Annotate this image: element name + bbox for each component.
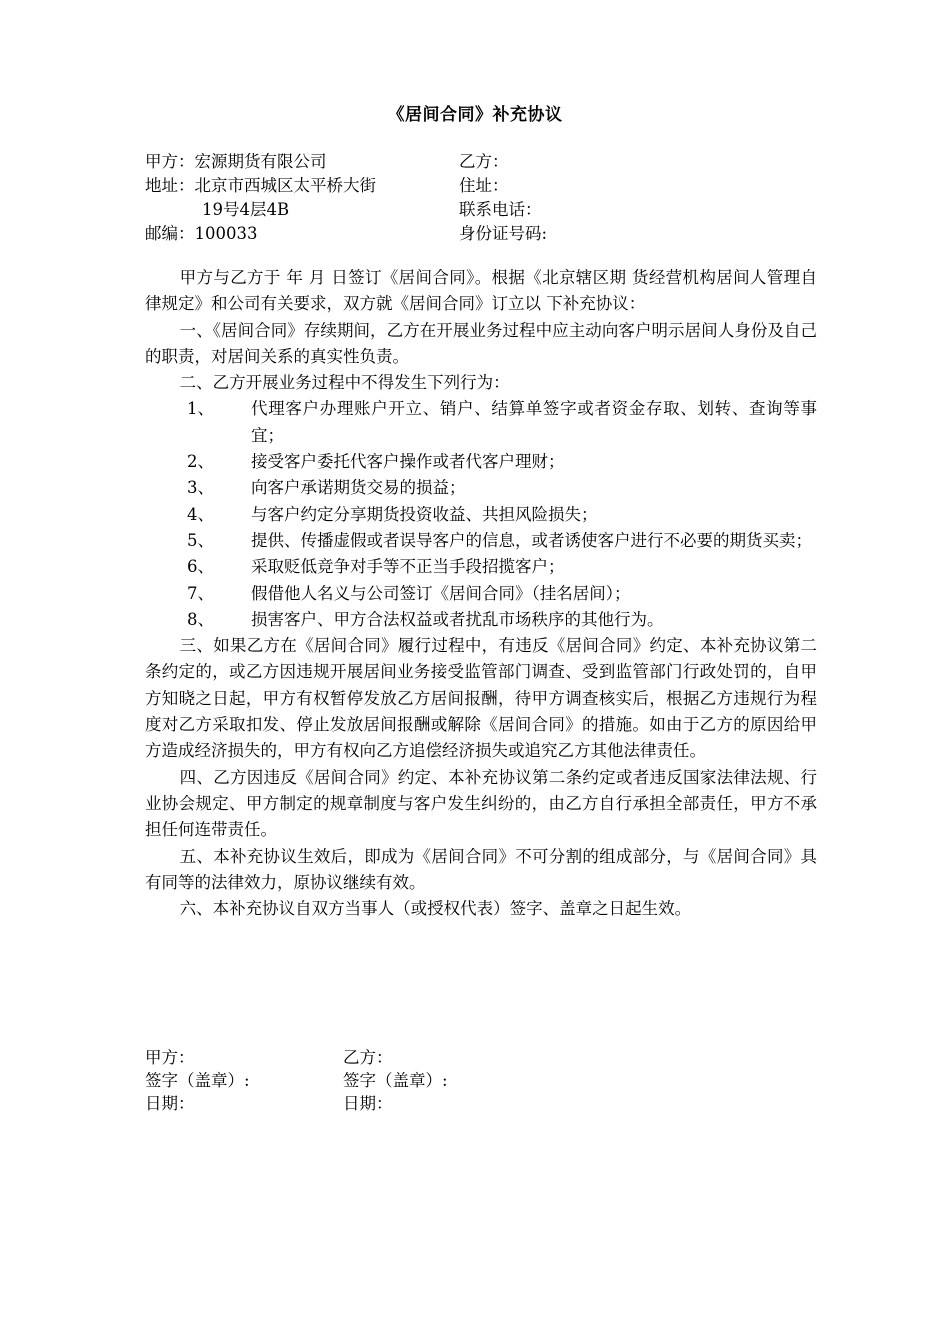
clause-6: 六、本补充协议自双方当事人（或授权代表）签字、盖章之日起生效。 (179, 899, 692, 919)
party-b-id-number: 身份证号码: (459, 224, 548, 243)
list-item-number: 4、 (187, 504, 214, 524)
party-a-signature-sign: 签字（盖章）: (145, 1071, 250, 1090)
list-item (145, 581, 817, 607)
intro-paragraph: 甲方与乙方于 年 月 日签订《居间合同》。根据《北京辖区期 货经营机构居间人管理自律规定》和公司有关要求，双方就《居间合同》订立以 下补充协议： (145, 268, 817, 314)
party-b-name: 乙方： (459, 152, 509, 171)
party-b-address: 住址： (459, 176, 509, 195)
list-item (145, 449, 817, 475)
list-item (145, 475, 817, 501)
list-item-number: 5、 (187, 530, 214, 550)
list-item-text: 提供、传播虚假或者误导客户的信息，或者诱使客户进行不必要的期货买卖； (251, 530, 812, 550)
clause-2-list (145, 396, 817, 633)
list-item-text: 假借他人名义与公司签订《居间合同》（挂名居间）； (251, 583, 631, 603)
party-b-info (459, 150, 759, 246)
list-item (145, 528, 817, 554)
list-item-text: 代理客户办理账户开立、销户、结算单签字或者资金存取、划转、查询等事宜； (251, 399, 817, 445)
party-a-address: 地址：北京市西城区太平桥大街 (145, 176, 376, 195)
party-a-signature (145, 1046, 345, 1115)
list-item-text: 接受客户委托代客户操作或者代客户理财； (251, 452, 565, 472)
list-item-number: 6、 (187, 557, 214, 577)
list-item (145, 554, 817, 580)
clause-5: 五、本补充协议生效后，即成为《居间合同》不可分割的组成部分，与《居间合同》具有同等的法律效力，原协议继续有效。 (145, 846, 817, 892)
party-a-name: 甲方：宏源期货有限公司 (145, 152, 327, 171)
party-b-signature (343, 1046, 543, 1115)
list-item-number: 8、 (187, 609, 214, 629)
clause-3: 三、如果乙方在《居间合同》履行过程中，有违反《居间合同》约定、本补充协议第二条约定的，或乙方因违规开展居间业务接受监管部门调查、受到监管部门行政处罚的，自甲方知晓之日起，甲方有权暂停发放乙方居间报酬，待甲方调查核实后，根据乙方违规行为程度对乙方采取扣发、停止发放居间报酬或解除《居间合同》的措施。如由于乙方的原因给甲方造成经济损失的，甲方有权向乙方追偿经济损失或追究乙方其他法律责任。 (145, 636, 817, 761)
party-a-signature-label: 甲方： (145, 1048, 195, 1067)
list-item-text: 损害客户、甲方合法权益或者扰乱市场秩序的其他行为。 (251, 609, 664, 629)
clause-1: 一、《居间合同》存续期间，乙方在开展业务过程中应主动向客户明示居间人身份及自己的职责，对居间关系的真实性负责。 (145, 320, 817, 366)
list-item-text: 与客户约定分享期货投资收益、共担风险损失； (251, 504, 598, 524)
party-b-signature-sign: 签字（盖章）: (343, 1071, 448, 1090)
party-a-postcode: 邮编：100033 (145, 224, 258, 243)
list-item-text: 采取贬低竞争对手等不正当手段招揽客户； (251, 557, 565, 577)
list-item (145, 396, 817, 449)
list-item-text: 向客户承诺期货交易的损益； (251, 478, 466, 498)
list-item (145, 502, 817, 528)
agreement-body (145, 265, 817, 922)
clause-2-heading: 二、乙方开展业务过程中不得发生下列行为： (179, 373, 510, 393)
party-a-info (145, 150, 445, 246)
party-b-phone: 联系电话： (459, 200, 542, 219)
party-b-signature-label: 乙方： (343, 1048, 393, 1067)
list-item-number: 3、 (187, 478, 214, 498)
party-b-signature-date: 日期： (343, 1094, 393, 1113)
clause-4: 四、乙方因违反《居间合同》约定、本补充协议第二条约定或者违反国家法律法规、行业协会规定、甲方制定的规章制度与客户发生纠纷的，由乙方自行承担全部责任，甲方不承担任何连带责任。 (145, 767, 817, 840)
list-item-number: 7、 (187, 583, 214, 603)
list-item (145, 607, 817, 633)
party-a-address-continued: 19号4层4B (202, 200, 290, 219)
document-title: 《居间合同》补充协议 (387, 105, 563, 125)
list-item-number: 1、 (187, 399, 214, 419)
list-item-number: 2、 (187, 452, 214, 472)
party-a-signature-date: 日期： (145, 1094, 195, 1113)
